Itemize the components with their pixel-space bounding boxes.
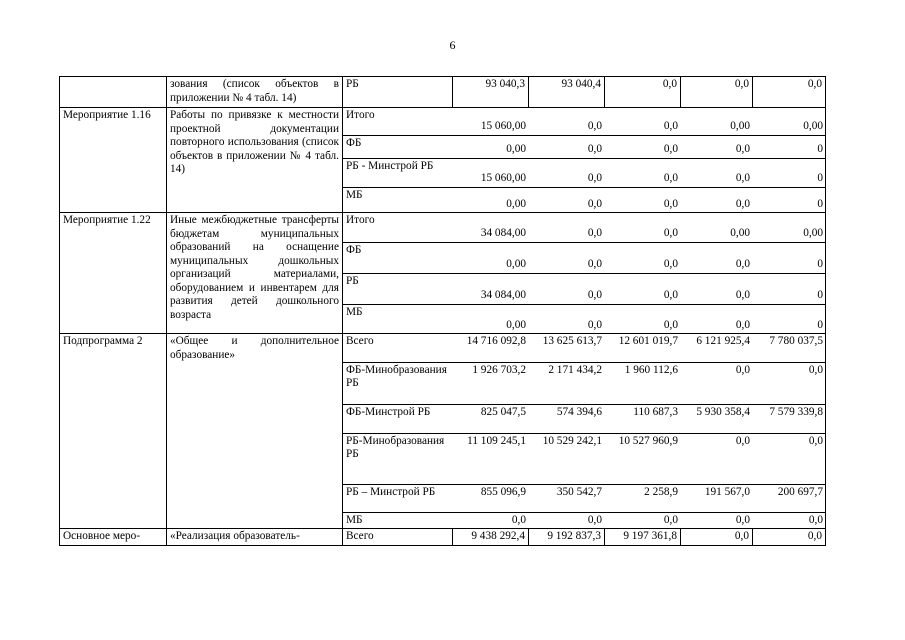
- value-cell: 93 040,3: [453, 77, 529, 108]
- table-row: [60, 213, 826, 334]
- source-cell: Итого: [346, 109, 375, 121]
- source-row: [343, 158, 826, 187]
- activity-cell: Мероприятие 1.22: [60, 213, 167, 334]
- source-cell: ФБ-Минстрой РБ: [343, 404, 453, 433]
- value-cell: 0: [753, 242, 826, 273]
- value-cell: 0,0: [605, 304, 681, 333]
- value-cell: 0,0: [681, 135, 753, 158]
- value-cell: 0,00: [803, 227, 823, 239]
- source-cell: Всего: [343, 529, 453, 546]
- source-cell: МБ: [343, 187, 453, 212]
- value-cell: 0: [753, 158, 826, 187]
- value-cell: 7 579 339,8: [753, 404, 826, 433]
- source-row: [343, 135, 826, 158]
- value-cell: 0,0: [753, 362, 826, 404]
- source-cell: Всего: [346, 335, 374, 347]
- value-cell: 0,0: [605, 512, 681, 528]
- value-cell: 191 567,0: [681, 484, 753, 512]
- value-cell: 0,0: [753, 529, 826, 546]
- value-cell: 0,0: [529, 273, 605, 304]
- value-cell: 0,0: [663, 120, 678, 132]
- source-row: [343, 484, 826, 512]
- table-row: [60, 529, 826, 546]
- value-cell: 6 121 925,4: [696, 335, 750, 347]
- sources-block: [343, 213, 826, 334]
- value-cell: 574 394,6: [529, 404, 605, 433]
- value-cell: 0,0: [605, 187, 681, 212]
- value-cell: 0,0: [529, 187, 605, 212]
- source-cell: ФБ: [343, 242, 453, 273]
- source-row: [343, 213, 826, 242]
- source-cell: РБ-Минобразования РБ: [343, 433, 453, 484]
- value-cell: 0,0: [681, 77, 753, 108]
- value-cell: 1 960 112,6: [605, 362, 681, 404]
- value-cell: 0,0: [681, 512, 753, 528]
- value-cell: 0: [753, 304, 826, 333]
- value-cell: 0,0: [529, 242, 605, 273]
- source-row: [343, 273, 826, 304]
- value-cell: 0,00: [453, 242, 529, 273]
- value-cell: 825 047,5: [453, 404, 529, 433]
- value-cell: 10 527 960,9: [605, 433, 681, 484]
- value-cell: 93 040,4: [529, 77, 605, 108]
- value-cell: 0,0: [681, 362, 753, 404]
- sources-block: [343, 108, 826, 213]
- value-cell: 0,00: [730, 120, 750, 132]
- source-row: [343, 362, 826, 404]
- description-cell: «Общее и дополнительное образование»: [167, 334, 343, 529]
- description-cell: зования (список объектов в приложении № 4 табл. 14): [167, 77, 343, 108]
- value-cell: 0,0: [681, 187, 753, 212]
- source-row: [343, 433, 826, 484]
- value-cell: 2 171 434,2: [529, 362, 605, 404]
- value-cell: 15 060,00: [480, 120, 526, 132]
- value-cell: 0,0: [681, 433, 753, 484]
- activity-cell: [60, 77, 167, 108]
- value-cell: 0,0: [529, 158, 605, 187]
- value-cell: 13 625 613,7: [542, 335, 602, 347]
- value-cell: 0,0: [605, 242, 681, 273]
- value-cell: 0,0: [753, 433, 826, 484]
- description-cell: Иные межбюджетные трансферты бюджетам муниципальных образований на оснащение муниципальных дошкольных организаций материалами, оборудованием и инвентарем для развития детей дошкольного возраста: [167, 213, 343, 334]
- value-cell: 0,0: [605, 135, 681, 158]
- value-cell: 0,00: [453, 304, 529, 333]
- value-cell: 110 687,3: [605, 404, 681, 433]
- activity-cell: Основное меро-: [60, 529, 167, 546]
- value-cell: 0,0: [681, 273, 753, 304]
- value-cell: 5 930 358,4: [681, 404, 753, 433]
- table-row: [60, 334, 826, 529]
- value-cell: 0,0: [681, 158, 753, 187]
- value-cell: 10 529 242,1: [529, 433, 605, 484]
- value-cell: 0,0: [681, 242, 753, 273]
- source-row: [343, 242, 826, 273]
- value-cell: 14 716 092,8: [466, 335, 526, 347]
- sources-block: [343, 334, 826, 529]
- value-cell: 0,0: [681, 304, 753, 333]
- source-cell: Итого: [346, 214, 375, 226]
- source-cell: РБ: [343, 77, 453, 108]
- value-cell: 0,0: [753, 77, 826, 108]
- value-cell: 0,0: [529, 135, 605, 158]
- value-cell: 0,0: [753, 512, 826, 528]
- value-cell: 0,00: [730, 227, 750, 239]
- description-cell: Работы по привязке к местности проектной документации повторного использования (список объектов в приложении № 4 табл. 14): [167, 108, 343, 213]
- page-number: 6: [449, 38, 456, 52]
- value-cell: 7 780 037,5: [769, 335, 823, 347]
- source-row: [343, 187, 826, 212]
- source-cell: РБ - Минстрой РБ: [343, 158, 453, 187]
- source-cell: ФБ-Минобразования РБ: [343, 362, 453, 404]
- source-cell: ФБ: [343, 135, 453, 158]
- value-cell: 11 109 245,1: [453, 433, 529, 484]
- value-cell: 0,00: [803, 120, 823, 132]
- value-cell: 0,00: [453, 135, 529, 158]
- source-cell: МБ: [343, 512, 453, 528]
- table-row: [60, 108, 826, 213]
- source-cell: МБ: [343, 304, 453, 333]
- value-cell: 0,00: [453, 187, 529, 212]
- value-cell: 0,0: [605, 77, 681, 108]
- value-cell: 0: [753, 135, 826, 158]
- value-cell: 2 258,9: [605, 484, 681, 512]
- table-row: [60, 77, 826, 108]
- source-row: [343, 512, 826, 528]
- value-cell: 0,0: [453, 512, 529, 528]
- value-cell: 34 084,00: [480, 227, 526, 239]
- value-cell: 855 096,9: [453, 484, 529, 512]
- value-cell: 9 438 292,4: [453, 529, 529, 546]
- activity-cell: Подпрограмма 2: [60, 334, 167, 529]
- value-cell: 0,0: [529, 304, 605, 333]
- value-cell: 350 542,7: [529, 484, 605, 512]
- value-cell: 0,0: [681, 529, 753, 546]
- value-cell: 0: [753, 187, 826, 212]
- source-row: [343, 334, 826, 362]
- value-cell: 0,0: [605, 273, 681, 304]
- value-cell: 9 192 837,3: [529, 529, 605, 546]
- source-cell: РБ: [343, 273, 453, 304]
- description-cell: «Реализация образователь-: [167, 529, 343, 546]
- activity-cell: Мероприятие 1.16: [60, 108, 167, 213]
- value-cell: 0,0: [587, 227, 602, 239]
- value-cell: 0,0: [587, 120, 602, 132]
- budget-table: [59, 76, 826, 546]
- value-cell: 0,0: [529, 512, 605, 528]
- source-row: [343, 404, 826, 433]
- value-cell: 0: [753, 273, 826, 304]
- value-cell: 1 926 703,2: [453, 362, 529, 404]
- value-cell: 9 197 361,8: [605, 529, 681, 546]
- value-cell: 200 697,7: [753, 484, 826, 512]
- value-cell: 34 084,00: [453, 273, 529, 304]
- source-row: [343, 108, 826, 135]
- source-row: [343, 304, 826, 333]
- value-cell: 12 601 019,7: [618, 335, 678, 347]
- source-cell: РБ – Минстрой РБ: [343, 484, 453, 512]
- value-cell: 15 060,00: [453, 158, 529, 187]
- value-cell: 0,0: [663, 227, 678, 239]
- value-cell: 0,0: [605, 158, 681, 187]
